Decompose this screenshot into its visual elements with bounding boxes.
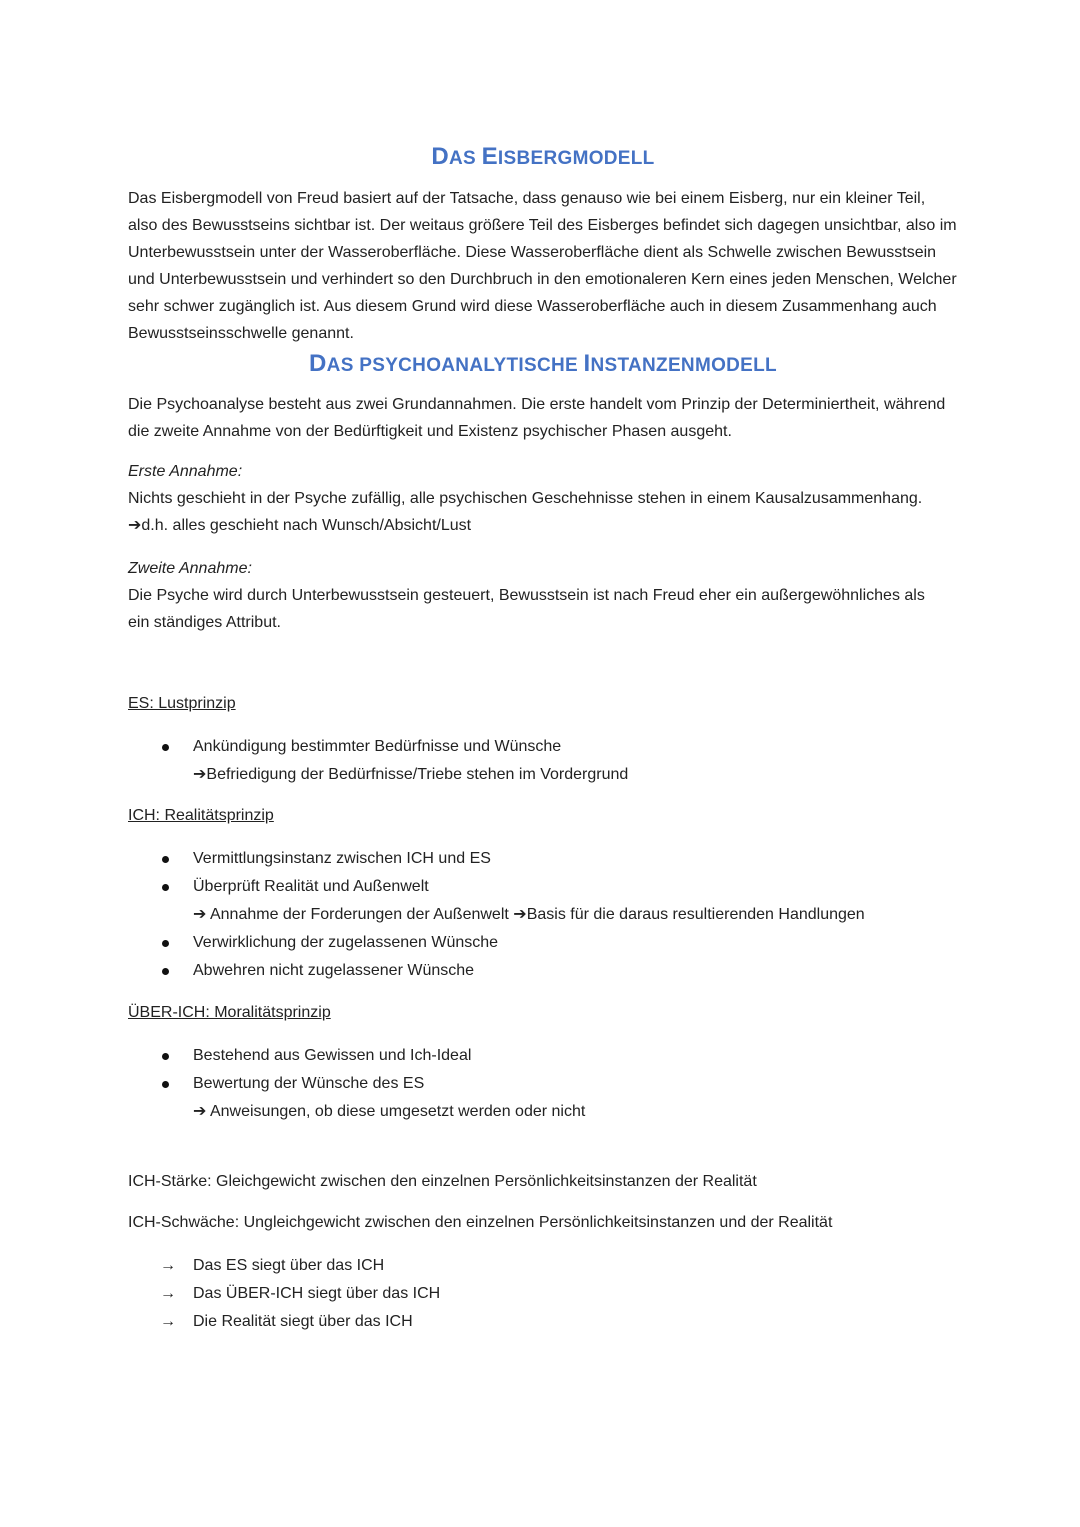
ich-schwaeche-text: ICH-Schwäche: Ungleichgewicht zwischen den einzelnen Persönlichkeitsinstanzen und der Realität	[128, 1214, 833, 1231]
list-item: Bewertung der Wünsche des ES	[158, 1070, 938, 1098]
list-item: → Die Realität siegt über das ICH	[160, 1308, 920, 1336]
bullet-icon	[162, 1081, 169, 1088]
ich-list	[158, 845, 938, 985]
list-item: → Das ES siegt über das ICH	[160, 1252, 920, 1280]
eisberg-paragraph: Das Eisbergmodell von Freud basiert auf der Tatsache, dass genauso wie bei einem Eisberg, nur ein kleiner Teil, also des Bewusstseins sichtbar ist. Der weitaus größere Teil des Eisberges befindet sich dagegen unsichtbar, also im Unterbewusstsein unter der Wasseroberfläche. Diese Wasseroberfläche dient als Schwelle zwischen Bewusstsein und Unterbewusstsein und verhindert so den Durchbruch in den emotionaleren Kern eines jeden Menschen, Welcher sehr schwer zugänglich ist. Aus diesem Grund wird diese Wasseroberfläche auch in diesem Zusammenhang auch Bewusstseinsschwelle genannt.	[128, 190, 957, 342]
annahme2-body: Die Psyche wird durch Unterbewusstsein gesteuert, Bewusstsein ist nach Freud eher ein außergewöhnliches als ein ständiges Attribut.	[128, 587, 925, 631]
arrow-right-icon: →	[160, 1257, 176, 1274]
es-list	[158, 733, 938, 789]
arrow-right-icon: ➔	[193, 1103, 207, 1120]
list-item: Abwehren nicht zugelassener Wünsche	[158, 957, 938, 985]
bullet-icon	[162, 744, 169, 751]
list-item: Überprüft Realität und Außenwelt	[158, 873, 938, 901]
list-subitem: ➔ Annahme der Forderungen der Außenwelt ➔Basis für die daraus resultierenden Handlungen	[193, 906, 865, 923]
list-item: → Das ÜBER-ICH siegt über das ICH	[160, 1280, 920, 1308]
annahme1-title: Erste Annahme:	[128, 463, 243, 480]
bullet-icon	[162, 856, 169, 863]
bullet-icon	[162, 884, 169, 891]
arrow-right-icon: ➔	[128, 517, 142, 534]
psychoanalyse-paragraph: Die Psychoanalyse besteht aus zwei Grundannahmen. Die erste handelt vom Prinzip der Determiniertheit, während die zweite Annahme von der Bedürftigkeit und Existenz psychischer Phasen ausgeht.	[128, 396, 946, 440]
annahme1-body: Nichts geschieht in der Psyche zufällig, alle psychischen Geschehnisse stehen in einem Kausalzusammenhang.	[128, 490, 923, 507]
list-item: Verwirklichung der zugelassenen Wünsche	[158, 929, 938, 957]
outcome-list	[160, 1252, 920, 1336]
list-subitem: ➔Befriedigung der Bedürfnisse/Triebe stehen im Vordergrund	[193, 766, 629, 783]
ich-heading: ICH: Realitätsprinzip	[128, 807, 274, 824]
ueber-ich-list	[158, 1042, 938, 1126]
bullet-icon	[162, 968, 169, 975]
annahme2-title: Zweite Annahme:	[128, 560, 252, 577]
list-subitem: ➔ Anweisungen, ob diese umgesetzt werden oder nicht	[193, 1103, 586, 1120]
bullet-icon	[162, 940, 169, 947]
heading-eisbergmodell: DAS EISBERGMODELL	[431, 143, 655, 170]
arrow-right-icon: ➔	[193, 766, 207, 783]
arrow-right-icon: ➔	[193, 906, 207, 923]
list-item: Ankündigung bestimmter Bedürfnisse und Wünsche	[158, 733, 938, 761]
arrow-right-icon: ➔	[513, 906, 527, 923]
list-item: Vermittlungsinstanz zwischen ICH und ES	[158, 845, 938, 873]
es-heading: ES: Lustprinzip	[128, 695, 236, 712]
arrow-right-icon: →	[160, 1313, 176, 1330]
annahme1-arrow-line	[128, 512, 958, 539]
arrow-right-icon: →	[160, 1285, 176, 1302]
list-item: Bestehend aus Gewissen und Ich-Ideal	[158, 1042, 938, 1070]
ueber-ich-heading: ÜBER-ICH: Moralitätsprinzip	[128, 1004, 331, 1021]
heading-instanzenmodell: DAS PSYCHOANALYTISCHE INSTANZENMODELL	[309, 350, 777, 377]
bullet-icon	[162, 1053, 169, 1060]
ich-staerke-text: ICH-Stärke: Gleichgewicht zwischen den einzelnen Persönlichkeitsinstanzen der Realität	[128, 1173, 757, 1190]
annahme1-arrow-text: d.h. alles geschieht nach Wunsch/Absicht/Lust	[141, 517, 472, 534]
